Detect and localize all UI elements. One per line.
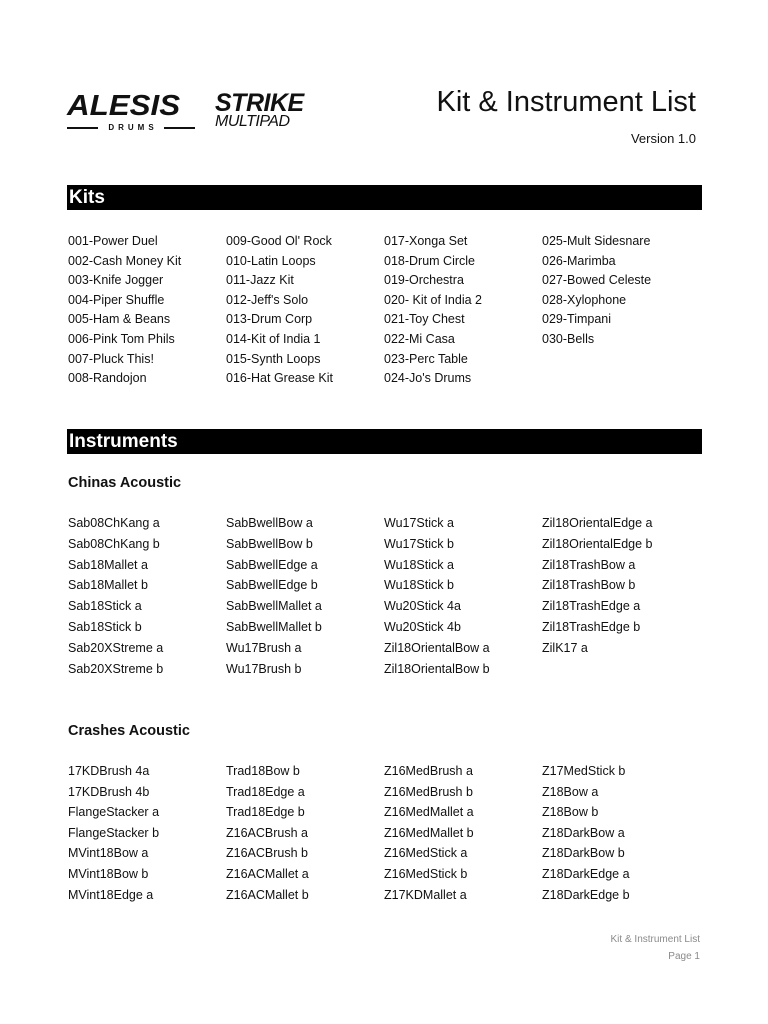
instruments-section-header: Instruments: [67, 429, 702, 454]
list-item: Z16MedBrush a: [384, 764, 473, 778]
list-item: Zil18TrashEdge b: [542, 620, 641, 634]
list-item: 009-Good Ol' Rock: [226, 234, 332, 248]
list-item: 021-Toy Chest: [384, 312, 465, 327]
list-item: 011-Jazz Kit: [226, 273, 294, 288]
list-item: Z18DarkEdge a: [542, 867, 630, 881]
list-item: 007-Pluck This!: [68, 351, 154, 366]
list-item: Wu17Stick a: [384, 516, 454, 530]
list-item: Sab08ChKang a: [68, 516, 160, 530]
multipad-wordmark: MULTIPAD: [215, 113, 290, 130]
logo-rule: [67, 127, 98, 129]
list-item: ZilK17 a: [542, 640, 588, 655]
list-item: Z16ACMallet a: [226, 867, 309, 881]
alesis-drums-label: DRUMS: [108, 123, 158, 132]
list-item: 012-Jeff's Solo: [226, 292, 309, 307]
footer-page-number: Page 1: [668, 951, 700, 962]
list-item: 17KDBrush 4a: [68, 764, 150, 778]
list-item: 014-Kit of India 1: [226, 332, 321, 346]
list-item: Wu18Stick b: [384, 578, 454, 593]
list-item: 016-Hat Grease Kit: [226, 371, 333, 386]
list-item: Z18DarkEdge b: [542, 887, 630, 902]
list-item: Z18DarkBow b: [542, 846, 625, 861]
list-item: Sab18Stick b: [68, 620, 142, 634]
list-item: Sab20XStreme a: [68, 640, 164, 655]
list-item: Z18Bow b: [542, 805, 599, 820]
list-item: 028-Xylophone: [542, 292, 627, 307]
list-item: 013-Drum Corp: [226, 312, 313, 327]
group-heading-chinas-acoustic: Chinas Acoustic: [68, 475, 182, 491]
list-item: Wu17Brush a: [226, 640, 302, 655]
list-item: SabBwellEdge b: [226, 578, 318, 593]
list-item: Wu20Stick 4b: [384, 620, 461, 634]
list-item: 020- Kit of India 2: [384, 292, 482, 307]
list-item: Sab18Mallet a: [68, 557, 148, 572]
kits-section-header: Kits: [67, 185, 702, 210]
list-item: FlangeStacker a: [68, 805, 160, 820]
list-item: SabBwellBow b: [226, 536, 313, 551]
list-item: 030-Bells: [542, 332, 595, 346]
list-item: 018-Drum Circle: [384, 253, 475, 268]
strike-multipad-logo: [215, 91, 304, 129]
list-item: Zil18OrientalBow b: [384, 661, 490, 676]
list-item: Wu18Stick a: [384, 557, 454, 572]
list-item: 022-Mi Casa: [384, 332, 455, 346]
list-item: Zil18TrashBow b: [542, 578, 636, 593]
list-item: Z16MedStick a: [384, 846, 468, 861]
list-item: 006-Pink Tom Phils: [68, 332, 175, 346]
list-item: 002-Cash Money Kit: [68, 253, 182, 268]
list-item: Z16MedMallet b: [384, 825, 474, 840]
list-item: Sab20XStreme b: [68, 661, 164, 676]
list-item: SabBwellMallet a: [226, 599, 322, 614]
list-item: 026-Marimba: [542, 253, 616, 268]
list-item: Trad18Edge b: [226, 805, 305, 820]
list-item: Wu17Brush b: [226, 661, 302, 676]
list-item: Trad18Bow b: [226, 764, 300, 778]
strike-wordmark: STRIKE: [215, 89, 304, 117]
list-item: SabBwellEdge a: [226, 557, 318, 572]
list-item: 001-Power Duel: [68, 234, 158, 248]
alesis-drums-logo: [67, 92, 195, 132]
list-item: Sab18Stick a: [68, 599, 142, 614]
list-item: Zil18TrashBow a: [542, 557, 636, 572]
list-item: Zil18OrientalEdge a: [542, 516, 653, 530]
list-item: Z17KDMallet a: [384, 887, 467, 902]
list-item: Zil18OrientalBow a: [384, 640, 490, 655]
list-item: Wu17Stick b: [384, 536, 454, 551]
list-item: 019-Orchestra: [384, 273, 464, 288]
list-item: 027-Bowed Celeste: [542, 273, 652, 288]
list-item: 005-Ham & Beans: [68, 312, 171, 327]
list-item: SabBwellMallet b: [226, 620, 322, 634]
list-item: Sab18Mallet b: [68, 578, 148, 593]
list-item: FlangeStacker b: [68, 825, 160, 840]
list-item: 004-Piper Shuffle: [68, 292, 165, 307]
list-item: 003-Knife Jogger: [68, 273, 164, 288]
logo-rule: [164, 127, 195, 129]
page-title: Kit & Instrument List: [436, 86, 696, 118]
list-item: 010-Latin Loops: [226, 253, 316, 268]
list-item: 017-Xonga Set: [384, 234, 468, 248]
list-item: Zil18OrientalEdge b: [542, 536, 653, 551]
list-item: Z16MedBrush b: [384, 784, 473, 799]
list-item: Z16MedStick b: [384, 867, 468, 881]
group-heading-crashes-acoustic: Crashes Acoustic: [68, 723, 190, 739]
list-item: Trad18Edge a: [226, 784, 305, 799]
list-item: Z16ACMallet b: [226, 887, 309, 902]
list-item: 029-Timpani: [542, 312, 612, 327]
list-item: Zil18TrashEdge a: [542, 599, 641, 614]
list-item: Wu20Stick 4a: [384, 599, 461, 614]
list-item: Z18DarkBow a: [542, 825, 625, 840]
list-item: 17KDBrush 4b: [68, 784, 150, 799]
list-item: Z16ACBrush a: [226, 825, 308, 840]
list-item: 025-Mult Sidesnare: [542, 234, 651, 248]
list-item: MVint18Bow b: [68, 867, 149, 881]
list-item: SabBwellBow a: [226, 516, 313, 530]
list-item: Z16MedMallet a: [384, 805, 474, 820]
footer-doc-name: Kit & Instrument List: [610, 934, 700, 945]
list-item: Sab08ChKang b: [68, 536, 160, 551]
alesis-wordmark: ALESIS: [67, 90, 181, 122]
list-item: 015-Synth Loops: [226, 351, 321, 366]
list-item: MVint18Edge a: [68, 887, 154, 902]
version-label: Version 1.0: [630, 131, 696, 146]
list-item: 024-Jo's Drums: [384, 371, 472, 386]
list-item: Z17MedStick b: [542, 764, 626, 778]
list-item: MVint18Bow a: [68, 846, 149, 861]
list-item: Z18Bow a: [542, 784, 599, 799]
list-item: 008-Randojon: [68, 371, 147, 386]
list-item: 023-Perc Table: [384, 351, 468, 366]
list-item: Z16ACBrush b: [226, 846, 308, 861]
